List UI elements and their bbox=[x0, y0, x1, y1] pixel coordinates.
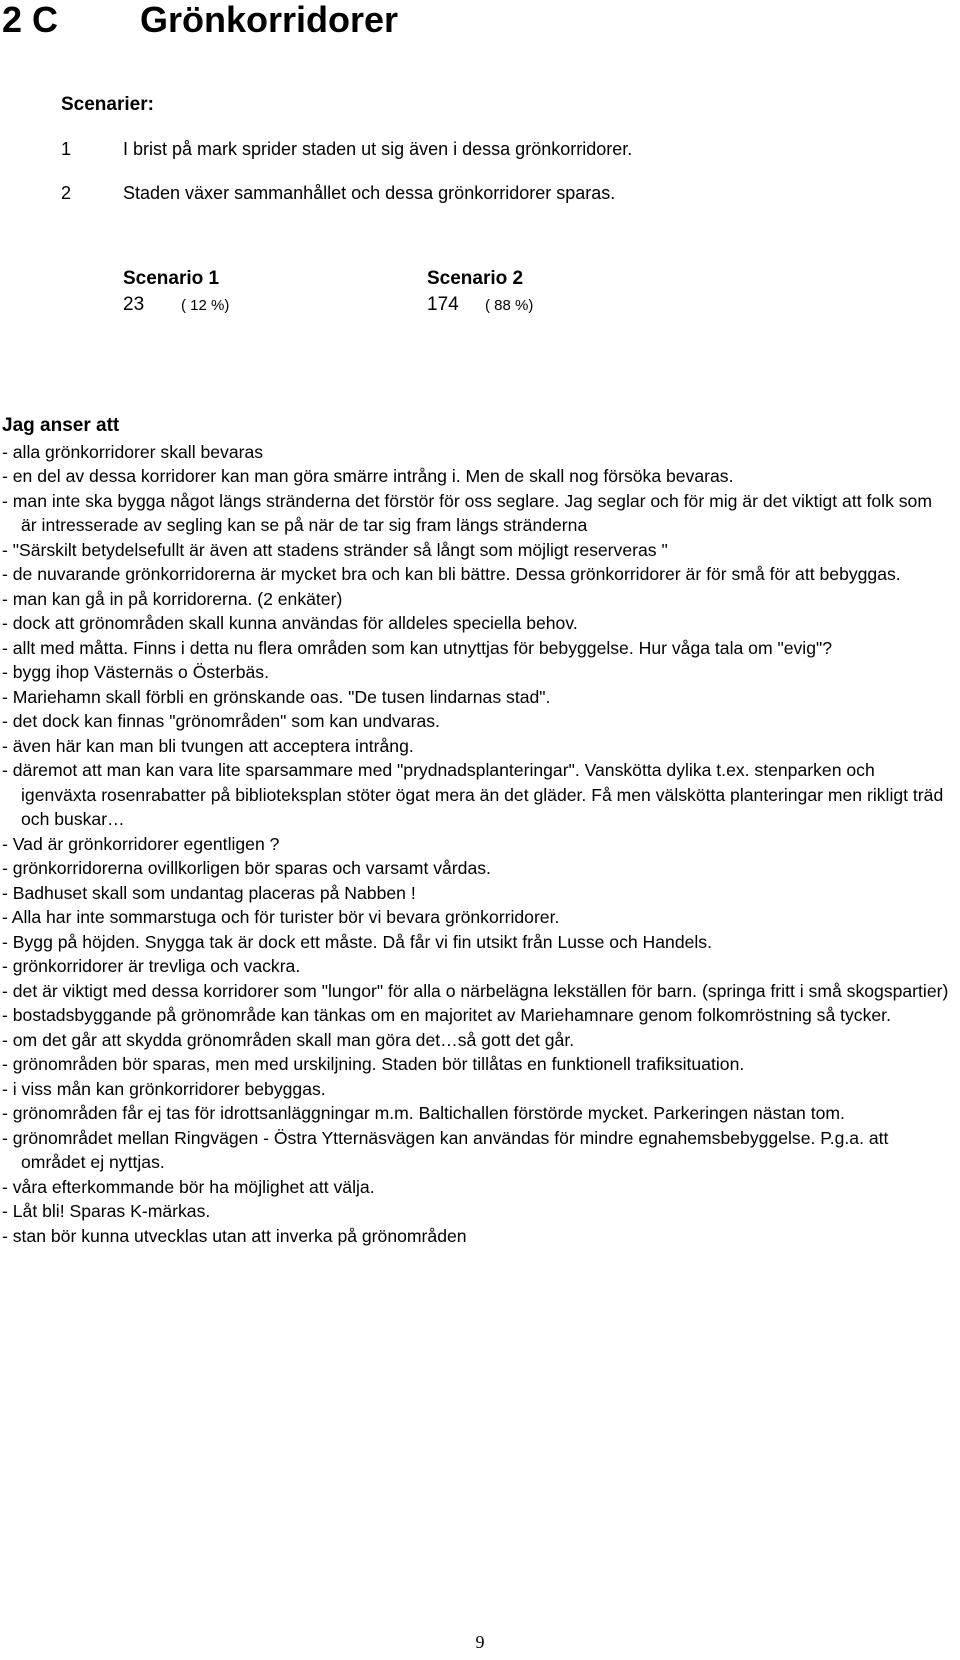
opinion-item: - alla grönkorridorer skall bevaras bbox=[2, 441, 264, 462]
scenario-text: Staden växer sammanhållet och dessa grönkorridorer sparas. bbox=[123, 183, 616, 203]
scenario-1-count: 23 bbox=[123, 294, 145, 315]
scenario-2-header: Scenario 2 bbox=[427, 268, 524, 289]
opinion-item: - "Särskilt betydelsefullt är även att stadens stränder så långt som möjligt reserveras " bbox=[2, 539, 668, 560]
opinion-item: - man inte ska bygga något längs stränderna det förstör för oss seglare. Jag seglar och för mig är det viktigt att folk som är intresserade av segling kan se på när de tar sig fram längs stränderna bbox=[2, 490, 932, 535]
opinion-item: - däremot att man kan vara lite sparsammare med "prydnadsplanteringar". Vanskötta dylika t.ex. stenparken och igenväxta rosenrabatter på biblioteksplan stöter ögat mera än det gläder. Få men välskötta planteringar men rikligt träd och buskar… bbox=[2, 760, 944, 829]
scenario-2-percent: ( 88 %) bbox=[485, 297, 534, 314]
opinion-item: - i viss mån kan grönkorridorer bebyggas. bbox=[2, 1078, 326, 1099]
page-number: 9 bbox=[475, 1632, 485, 1652]
scenario-2-count: 174 bbox=[427, 294, 459, 315]
opinion-item: - Alla har inte sommarstuga och för turister bör vi bevara grönkorridorer. bbox=[2, 907, 560, 927]
opinion-item: - Bygg på höjden. Snygga tak är dock ett måste. Då får vi fin utsikt från Lusse och Handels. bbox=[2, 931, 712, 952]
scenario-list bbox=[61, 139, 632, 227]
opinion-item: - det är viktigt med dessa korridorer som "lungor" för alla o närbelägna lekställen för barn. (springa fritt i små skogspartier) bbox=[2, 980, 949, 1001]
scenario-1-header: Scenario 1 bbox=[123, 268, 220, 289]
opinion-item: - grönområden får ej tas för idrottsanläggningar m.m. Baltichallen förstörde mycket. Parkeringen nästan tom. bbox=[2, 1103, 845, 1123]
results-table bbox=[123, 268, 731, 320]
opinion-item: - Vad är grönkorridorer egentligen ? bbox=[2, 833, 280, 854]
opinion-item: - grönområden bör sparas, men med urskiljning. Staden bör tillåtas en funktionell trafiksituation. bbox=[2, 1054, 745, 1074]
scenarios-label: Scenarier: bbox=[61, 94, 154, 115]
opinion-item: - grönområdet mellan Ringvägen - Östra Ytternäsvägen kan användas för mindre egnahemsbebyggelse. P.g.a. att området ej nyttjas. bbox=[2, 1127, 889, 1172]
opinions-list bbox=[2, 440, 952, 1249]
opinion-item: - en del av dessa korridorer kan man göra smärre intrång i. Men de skall nog försöka bevaras. bbox=[2, 466, 734, 486]
opinion-item: - de nuvarande grönkorridorerna är mycket bra och kan bli bättre. Dessa grönkorridorer är för små för att bebyggas. bbox=[2, 564, 901, 584]
scenario-item bbox=[61, 139, 632, 183]
opinions-title: Jag anser att bbox=[2, 415, 120, 436]
opinion-item: - om det går att skydda grönområden skall man göra det…så gott det går. bbox=[2, 1029, 575, 1050]
opinion-item: - Mariehamn skall förbli en grönskande oas. "De tusen lindarnas stad". bbox=[2, 686, 551, 707]
opinion-item: - Låt bli! Sparas K-märkas. bbox=[2, 1201, 211, 1221]
scenario-text: I brist på mark sprider staden ut sig även i dessa grönkorridorer. bbox=[123, 139, 633, 159]
opinion-item: - bygg ihop Västernäs o Österbäs. bbox=[2, 662, 269, 682]
opinion-item: - Badhuset skall som undantag placeras på Nabben ! bbox=[2, 882, 416, 903]
opinions-section bbox=[2, 414, 952, 1248]
scenario-item bbox=[61, 183, 632, 227]
scenario-1-percent: ( 12 %) bbox=[181, 297, 230, 314]
opinion-item: - stan bör kunna utvecklas utan att inverka på grönområden bbox=[2, 1225, 467, 1246]
section-number: 2 C bbox=[2, 0, 59, 40]
opinion-item: - allt med måtta. Finns i detta nu flera områden som kan utnyttjas för bebyggelse. Hur våga tala om "evig"? bbox=[2, 637, 833, 658]
opinion-item: - bostadsbyggande på grönområde kan tänkas om en majoritet av Mariehamnare genom folkomröstning så tycker. bbox=[2, 1005, 891, 1025]
opinion-item: - dock att grönområden skall kunna användas för alldeles speciella behov. bbox=[2, 613, 578, 633]
opinion-item: - grönkorridorerna ovillkorligen bör sparas och varsamt vårdas. bbox=[2, 858, 491, 878]
opinion-item: - grönkorridorer är trevliga och vackra. bbox=[2, 956, 301, 976]
section-title: Grönkorridorer bbox=[140, 0, 399, 40]
page-heading bbox=[2, 0, 398, 40]
opinion-item: - våra efterkommande bör ha möjlighet att välja. bbox=[2, 1176, 375, 1197]
scenario-number: 2 bbox=[61, 183, 72, 203]
opinion-item: - det dock kan finnas "grönområden" som kan undvaras. bbox=[2, 711, 440, 731]
opinion-item: - man kan gå in på korridorerna. (2 enkäter) bbox=[2, 588, 343, 609]
scenario-number: 1 bbox=[61, 139, 72, 159]
opinion-item: - även här kan man bli tvungen att acceptera intrång. bbox=[2, 735, 414, 756]
